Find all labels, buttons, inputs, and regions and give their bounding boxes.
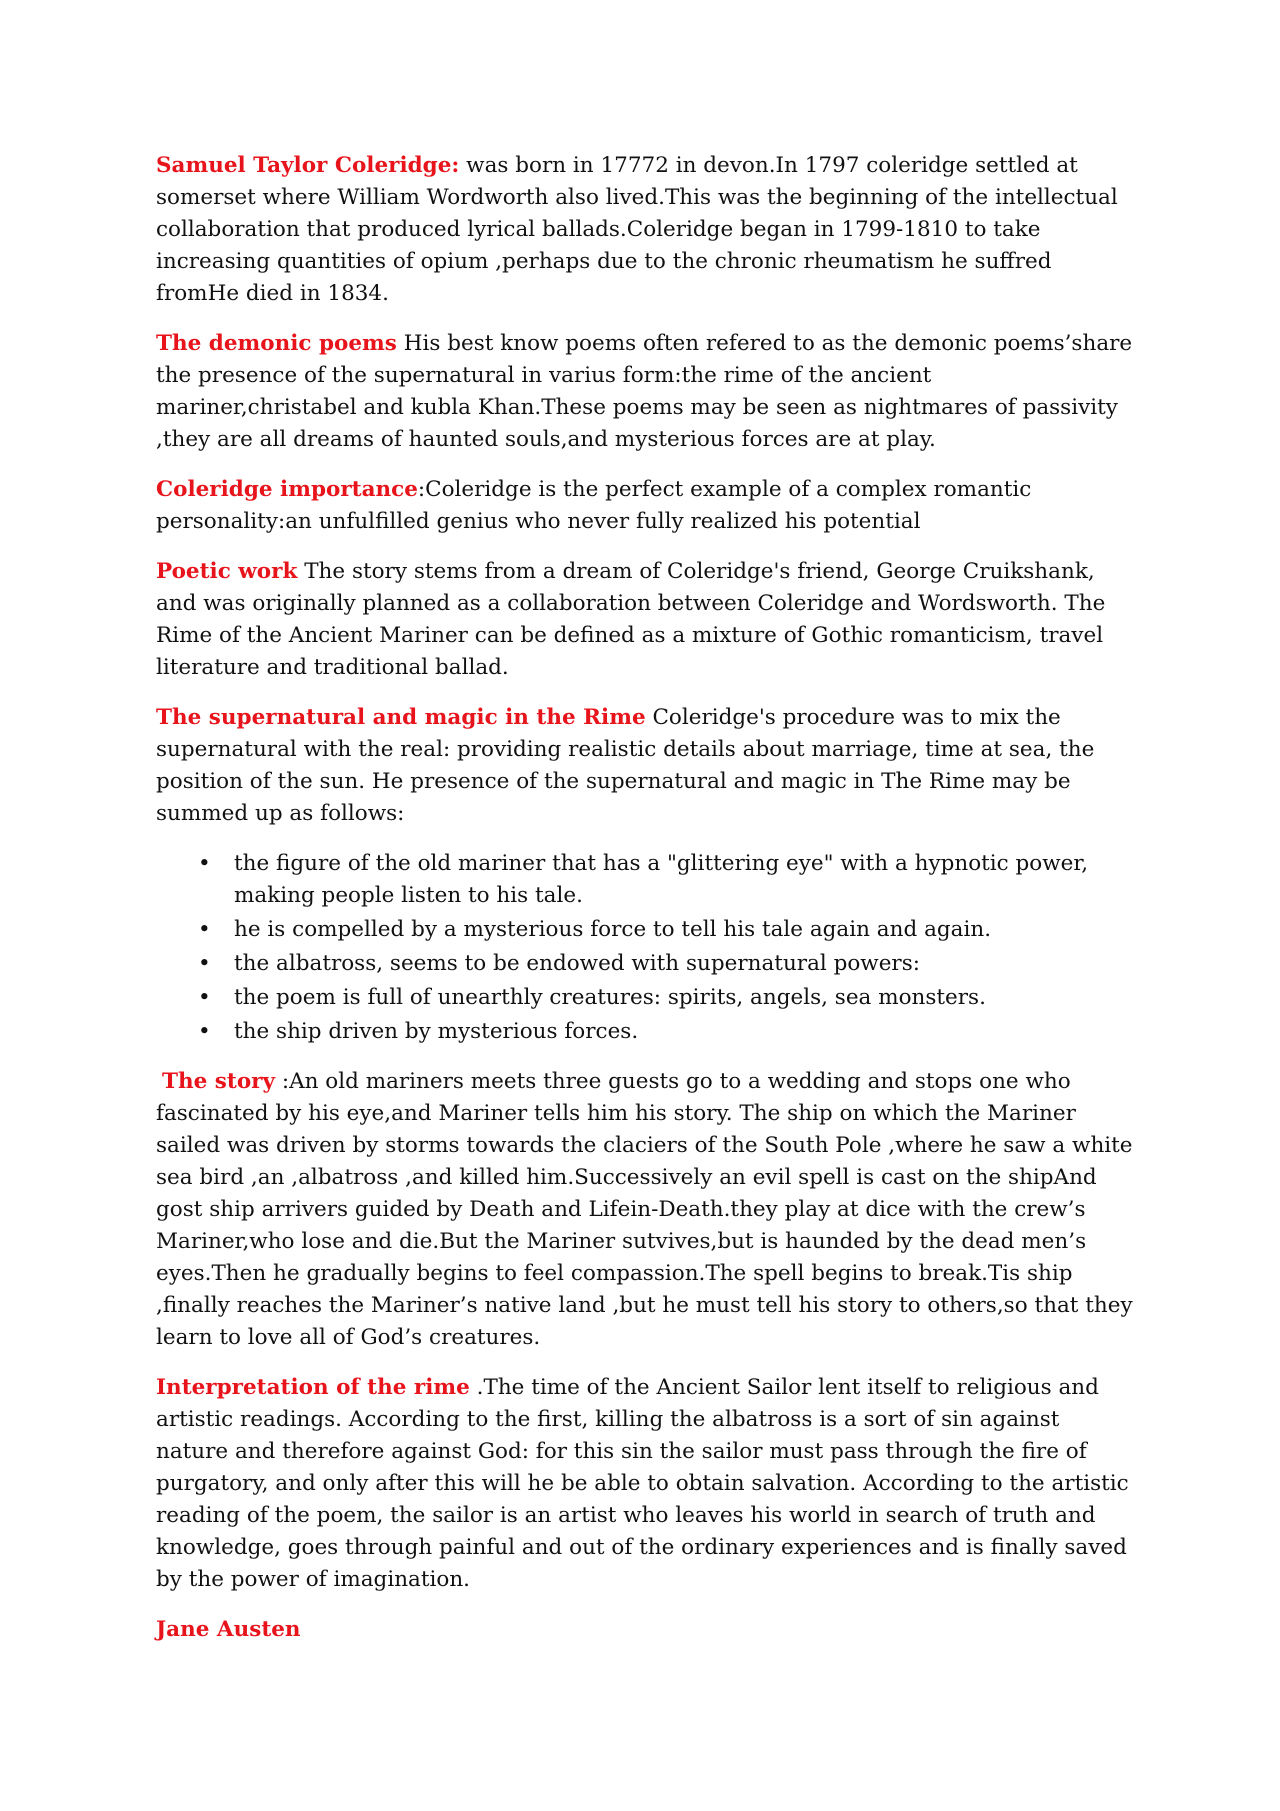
list-item <box>156 1016 1136 1048</box>
bullet-icon: • <box>198 917 211 942</box>
paragraph-text: His best know poems often refered to as the demonic poems’share the presence of the supernatural in varius form:the rime of the ancient mariner,christabel and kubla Khan.These poems may be seen as nightmares of passivity ,they are all dreams of haunted souls,and mysterious forces are at play. <box>156 331 1133 452</box>
paragraph-interpretation <box>156 1372 1136 1596</box>
document-page <box>156 150 1136 1664</box>
bullet-icon: • <box>198 851 211 876</box>
paragraph-text: The story stems from a dream of Coleridge's friend, George Cruikshank, and was originally planned as a collaboration between Coleridge and Wordsworth. The Rime of the Ancient Mariner can be defined as a mixture of Gothic romanticism, travel literature and traditional ballad. <box>156 559 1106 680</box>
paragraph-text: was born in 17772 in devon.In 1797 coleridge settled at somerset where William Wordworth also lived.This was the beginning of the intellectual collaboration that produced lyrical ballads.Coleridge began in 1799-1810 to take increasing quantities of opium ,perhaps due to the chronic rheumatism he suffred fromHe died in 1834. <box>156 153 1118 306</box>
paragraph-text: Coleridge's procedure was to mix the supernatural with the real: providing realistic details about marriage, time at sea, the position of the sun. He presence of the supernatural and magic in The Rime may be summed up as follows: <box>156 705 1095 826</box>
list-item-text: he is compelled by a mysterious force to tell his tale again and again. <box>234 917 992 942</box>
heading-demonic-poems: The demonic poems <box>156 331 397 356</box>
list-item-text: the ship driven by mysterious forces. <box>234 1019 639 1044</box>
list-item <box>156 948 1136 980</box>
heading-poetic-work: Poetic work <box>156 559 298 584</box>
heading-coleridge: Samuel Taylor Coleridge: <box>156 153 460 178</box>
list-item <box>156 982 1136 1014</box>
list-item <box>156 848 1136 912</box>
bullet-icon: • <box>198 951 211 976</box>
supernatural-bullet-list <box>156 848 1136 1048</box>
heading-coleridge-importance: Coleridge importance <box>156 477 418 502</box>
paragraph-poetic-work <box>156 556 1136 684</box>
list-item-text: the poem is full of unearthly creatures: spirits, angels, sea monsters. <box>234 985 986 1010</box>
bullet-icon: • <box>198 1019 211 1044</box>
heading-supernatural: The supernatural and magic in the Rime <box>156 705 646 730</box>
paragraph-text: :Coleridge is the perfect example of a complex romantic personality:an unfulfilled genius who never fully realized his potential <box>156 477 1032 534</box>
list-item <box>156 914 1136 946</box>
heading-jane-austen: Jane Austen <box>156 1617 301 1642</box>
heading-interpretation: Interpretation of the rime <box>156 1375 470 1400</box>
paragraph-supernatural <box>156 702 1136 830</box>
list-item-text: the figure of the old mariner that has a "glittering eye" with a hypnotic power, making people listen to his tale. <box>234 851 1089 908</box>
paragraph-text: .The time of the Ancient Sailor lent itself to religious and artistic readings. According to the first, killing the albatross is a sort of sin against nature and therefore against God: for this sin the sailor must pass through the fire of purgatory, and only after this will he be able to obtain salvation. According to the artistic reading of the poem, the sailor is an artist who leaves his world in search of truth and knowledge, goes through painful and out of the ordinary experiences and is finally saved by the power of imagination. <box>156 1375 1129 1592</box>
heading-story: The story <box>162 1069 275 1094</box>
paragraph-coleridge-importance <box>156 474 1136 538</box>
paragraph-coleridge <box>156 150 1136 310</box>
bullet-icon: • <box>198 985 211 1010</box>
list-item-text: the albatross, seems to be endowed with supernatural powers: <box>234 951 920 976</box>
paragraph-story <box>156 1066 1136 1354</box>
paragraph-text: :An old mariners meets three guests go to a wedding and stops one who fascinated by his eye,and Mariner tells him his story. The ship on which the Mariner sailed was driven by storms towards the claciers of the South Pole ,where he saw a white sea bird ,an ,albatross ,and killed him.Successively an evil spell is cast on the shipAnd gost ship arrivers guided by Death and Lifein-Death.they play at dice with the crew’s Mariner,who lose and die.But the Mariner sutvives,but is haunded by the dead men’s eyes.Then he gradually begins to feel compassion.The spell begins to break.Tis ship ,finally reaches the Mariner’s native land ,but he must tell his story to others,so that they learn to love all of God’s creatures. <box>156 1069 1133 1350</box>
paragraph-demonic-poems <box>156 328 1136 456</box>
